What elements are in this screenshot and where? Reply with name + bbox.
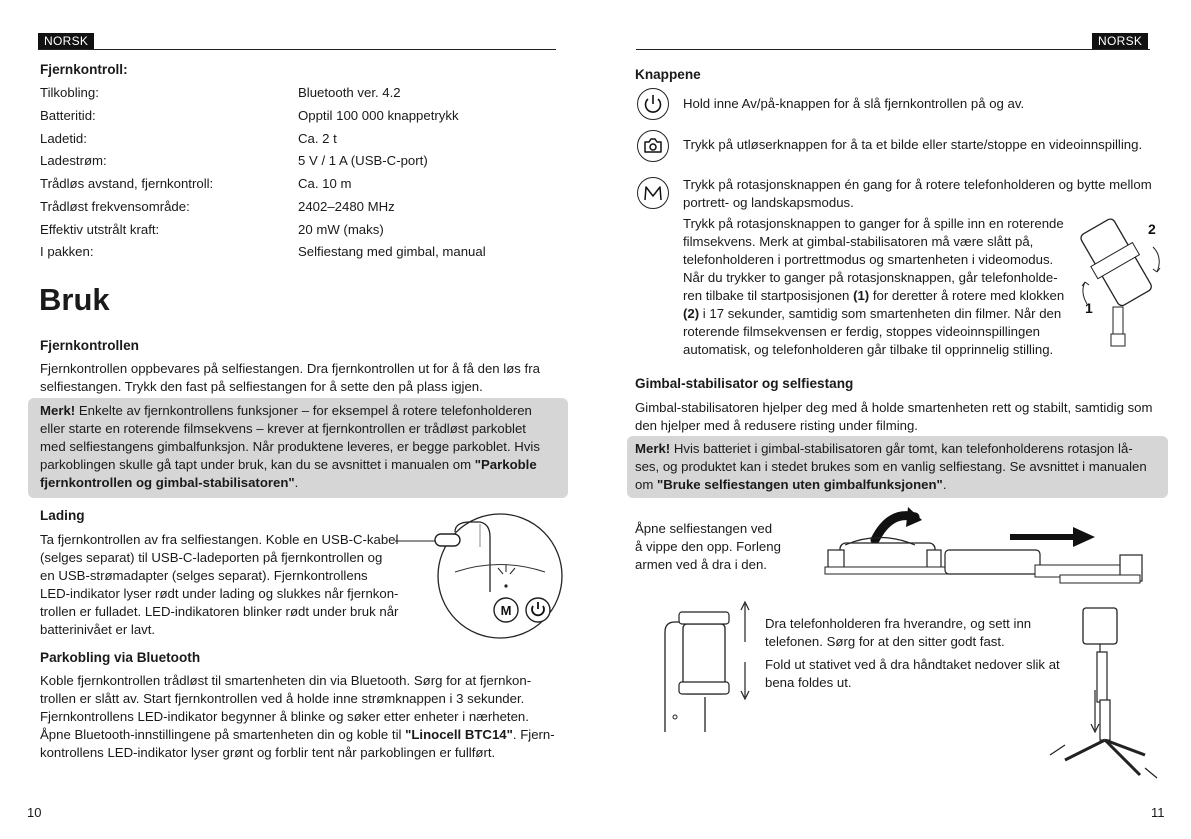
note-line: med selfiestangens gimbalfunksjon. Når produktene leveres, er begge parkoblet. Hvis	[40, 439, 540, 454]
spec-label: Effektiv utstrålt kraft:	[40, 222, 160, 237]
label-1: 1	[1085, 300, 1093, 316]
rotate2-line	[683, 287, 1064, 305]
spec-row	[40, 221, 560, 244]
pairing-text: Åpne Bluetooth-innstillingene på smartenheten din og koble til	[40, 727, 406, 742]
open-line: å vippe den opp. Forleng	[635, 539, 781, 554]
holder-line: telefonen. Sørg for at den sitter godt fast.	[765, 634, 1005, 649]
remote-title: Fjernkontrollen	[40, 338, 139, 353]
pairing-line: trollen er slått av. Start fjernkontrollen ved å holde inne strømknappen i 3 sekunder.	[40, 691, 525, 706]
charging-line: batterinivået er lavt.	[40, 622, 156, 637]
power-text: Hold inne Av/på-knappen for å slå fjernkontrollen på og av.	[683, 96, 1025, 111]
rotate2-line: telefonholderen i portrettmodus og smartenheten i videomodus.	[683, 252, 1054, 267]
spec-label: Tilkobling:	[40, 85, 99, 100]
pairing-line: Fjernkontrollens LED-indikator begynner å blinke og søker etter enheter i nærheten.	[40, 709, 529, 724]
camera-icon	[638, 131, 668, 161]
spec-value: 20 mW (maks)	[298, 222, 384, 237]
step-ref: (2)	[683, 306, 700, 321]
gimbal-line: Gimbal-stabilisatoren hjelper deg med å holde smartenheten rett og stabilt, samtidig som	[635, 400, 1153, 415]
tripod-line: Fold ut stativet ved å dra håndtaket nedover slik at	[765, 657, 1060, 672]
open-stick-illustration	[820, 505, 1155, 600]
pairing-title: Parkobling via Bluetooth	[40, 650, 201, 665]
spec-value: Bluetooth ver. 4.2	[298, 85, 401, 100]
spec-value: Opptil 100 000 knappetrykk	[298, 108, 459, 123]
spec-value: Ca. 2 t	[298, 131, 337, 146]
spec-label: Ladestrøm:	[40, 153, 107, 168]
note-prefix: Merk!	[40, 403, 76, 418]
note-line: parkoblingen skulle gå tapt under bruk, kan du se avsnittet i manualen om	[40, 457, 475, 472]
remote-text-line: Fjernkontrollen oppbevares på selfiestangen. Dra fjernkontrollen ut for å få den løs fra	[40, 361, 540, 376]
device-name: "Linocell BTC14"	[405, 727, 513, 742]
rotate2-line: Trykk på rotasjonsknappen to ganger for å spille inn en roterende	[683, 216, 1064, 231]
language-tag: NORSK	[38, 33, 94, 49]
shutter-text: Trykk på utløserknappen for å ta et bilde eller starte/stoppe en videoinnspilling.	[683, 137, 1143, 152]
label-2: 2	[1148, 221, 1156, 237]
section-title-bruk: Bruk	[39, 282, 110, 317]
note-line: om	[635, 477, 657, 492]
page-number-left: 10	[27, 805, 42, 820]
charging-line: en USB-strømadapter (selges separat). Fjernkontrollens	[40, 568, 368, 583]
spec-value: Ca. 10 m	[298, 176, 352, 191]
power-icon	[638, 89, 668, 119]
note-line: Enkelte av fjernkontrollens funksjoner – for eksempel å rotere telefonholderen	[75, 403, 532, 418]
spec-row	[40, 243, 560, 266]
tripod-line: bena foldes ut.	[765, 675, 852, 690]
note-text	[635, 440, 1160, 494]
spec-label: Batteritid:	[40, 108, 96, 123]
charging-line: (selges separat) til USB-C-ladeporten på fjernkontrollen og	[40, 550, 383, 565]
remote-text-line: selfiestangen. Trykk den fast på selfiestangen for å sette den på plass igjen.	[40, 379, 483, 394]
note-end: .	[942, 477, 947, 492]
page-number-right: 11	[1151, 805, 1165, 820]
language-tag: NORSK	[1092, 33, 1148, 49]
holder-line: Dra telefonholderen fra hverandre, og sett inn	[765, 616, 1032, 631]
spec-row	[40, 107, 560, 130]
note-line: Hvis batteriet i gimbal-stabilisatoren går tomt, kan telefonholderens rotasjon lå-	[670, 441, 1133, 456]
gimbal-title: Gimbal-stabilisator og selfiestang	[635, 376, 854, 391]
spec-row	[40, 175, 560, 198]
rotate2-line: filmsekvens. Merk at gimbal-stabilisatoren må være slått på,	[683, 234, 1034, 249]
charging-line: trollen er fulladet. LED-indikatoren blinker rødt under bruk når	[40, 604, 399, 619]
open-line: armen ved å dra i den.	[635, 557, 767, 572]
spec-label: Ladetid:	[40, 131, 87, 146]
spec-value: Selfiestang med gimbal, manual	[298, 244, 486, 259]
pairing-line: Koble fjernkontrollen trådløst til smartenheten din via Bluetooth. Sørg for at fjernkon-	[40, 673, 532, 688]
svg-text:M: M	[500, 603, 512, 618]
step-ref: (1)	[853, 288, 870, 303]
spec-label: Trådløs avstand, fjernkontroll:	[40, 176, 214, 191]
charging-title: Lading	[40, 508, 85, 523]
rotate2-text: ren tilbake til startposisjonen	[683, 288, 854, 303]
pairing-line	[40, 726, 555, 744]
rotate-line: Trykk på rotasjonsknappen én gang for å rotere telefonholderen og bytte mellom	[683, 177, 1152, 192]
pairing-line: kontrollens LED-indikator lyser grønt og forblir tent når parkoblingen er fullført.	[40, 745, 496, 760]
rotate-line: portrett- og landskapsmodus.	[683, 195, 854, 210]
power-button-icon	[637, 88, 669, 120]
tripod-illustration	[1045, 600, 1160, 785]
charging-line: LED-indikator lyser rødt under lading og slukkes når fjernkon-	[40, 586, 399, 601]
rotate2-text: for deretter å rotere med klokken	[869, 288, 1065, 303]
header-rule	[38, 49, 556, 50]
spec-value: 2402–2480 MHz	[298, 199, 395, 214]
note-line: ses, og produktet kan i stedet brukes som en vanlig selfiestang. Se avsnittet i manualen	[635, 459, 1147, 474]
buttons-title: Knappene	[635, 67, 701, 82]
open-line: Åpne selfiestangen ved	[635, 521, 773, 536]
note-end: .	[294, 475, 299, 490]
rotate2-line	[683, 305, 1061, 323]
rotation-illustration	[1075, 212, 1165, 357]
rotate2-text: i 17 sekunder, samtidig som smartenheten din filmer. Når den	[699, 306, 1062, 321]
header-rule	[636, 49, 1150, 50]
m-rotate-icon	[638, 178, 668, 208]
note-link: "Bruke selfiestangen uten gimbalfunksjonen"	[656, 477, 943, 492]
rotate2-line: roterende filmsekvensen er ferdig, stoppes videoinnspillingen	[683, 324, 1041, 339]
spec-label: Trådløst frekvensområde:	[40, 199, 190, 214]
phone-holder-illustration	[655, 602, 755, 740]
spec-row	[40, 84, 560, 107]
remote-charging-illustration	[395, 512, 565, 640]
spec-title: Fjernkontroll:	[40, 62, 128, 77]
spec-row	[40, 198, 560, 221]
rotate2-line: Når du trykker to ganger på rotasjonsknappen, går telefonholde-	[683, 270, 1058, 285]
spec-row	[40, 130, 560, 153]
spec-label: I pakken:	[40, 244, 94, 259]
note-link: "Parkoble	[474, 457, 537, 472]
charging-line: Ta fjernkontrollen av fra selfiestangen. Koble en USB-C-kabel	[40, 532, 399, 547]
pairing-text: . Fjern-	[512, 727, 555, 742]
spec-value: 5 V / 1 A (USB-C-port)	[298, 153, 428, 168]
rotate2-line: automatisk, og telefonholderen går tilbake til opprinnelig stilling.	[683, 342, 1054, 357]
gimbal-line: den hjelper med å redusere risting under filming.	[635, 418, 918, 433]
spec-row	[40, 152, 560, 175]
rotate-button-icon	[637, 177, 669, 209]
note-line: eller starte en roterende filmsekvens – krever at fjernkontrollen er trådløst parkoblet	[40, 421, 526, 436]
shutter-button-icon	[637, 130, 669, 162]
note-link: fjernkontrollen og gimbal-stabilisatoren"	[40, 475, 295, 490]
note-prefix: Merk!	[635, 441, 671, 456]
note-text	[40, 402, 565, 492]
